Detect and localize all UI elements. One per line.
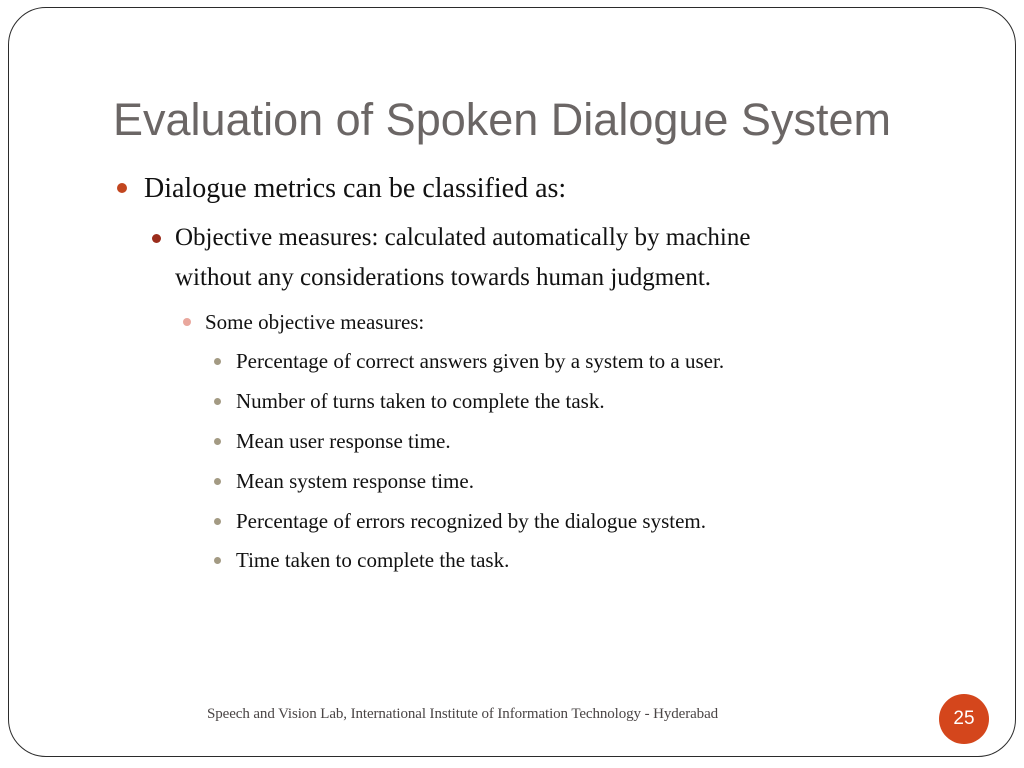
bullet-level4-item: Mean user response time.: [236, 429, 451, 453]
page-number-badge: 25: [939, 694, 989, 744]
bullet-dot-icon: [183, 318, 191, 326]
bullet-level4-item: Time taken to complete the task.: [236, 548, 510, 572]
bullet-dot-icon: [214, 518, 221, 525]
bullet-dot-icon: [214, 478, 221, 485]
bullet-level2-line2: without any considerations towards human judgment.: [175, 264, 712, 291]
bullet-level3: Some objective measures:: [205, 310, 425, 334]
bullet-level2-line1: Objective measures: calculated automatically by machine: [175, 224, 751, 251]
slide-title: Evaluation of Spoken Dialogue System: [113, 94, 891, 145]
bullet-level4-item: Number of turns taken to complete the task.: [236, 389, 605, 413]
bullet-dot-icon: [214, 557, 221, 564]
bullet-dot-icon: [117, 183, 127, 193]
bullet-dot-icon: [214, 358, 221, 365]
bullet-level1: Dialogue metrics can be classified as:: [144, 173, 567, 204]
bullet-level4-item: Percentage of errors recognized by the dialogue system.: [236, 509, 706, 533]
slide-footer: Speech and Vision Lab, International Institute of Information Technology - Hyderabad: [207, 706, 719, 722]
bullet-dot-icon: [152, 234, 161, 243]
bullet-level4-item: Mean system response time.: [236, 469, 474, 493]
bullet-level4-item: Percentage of correct answers given by a system to a user.: [236, 349, 725, 373]
bullet-dot-icon: [214, 398, 221, 405]
bullet-dot-icon: [214, 438, 221, 445]
